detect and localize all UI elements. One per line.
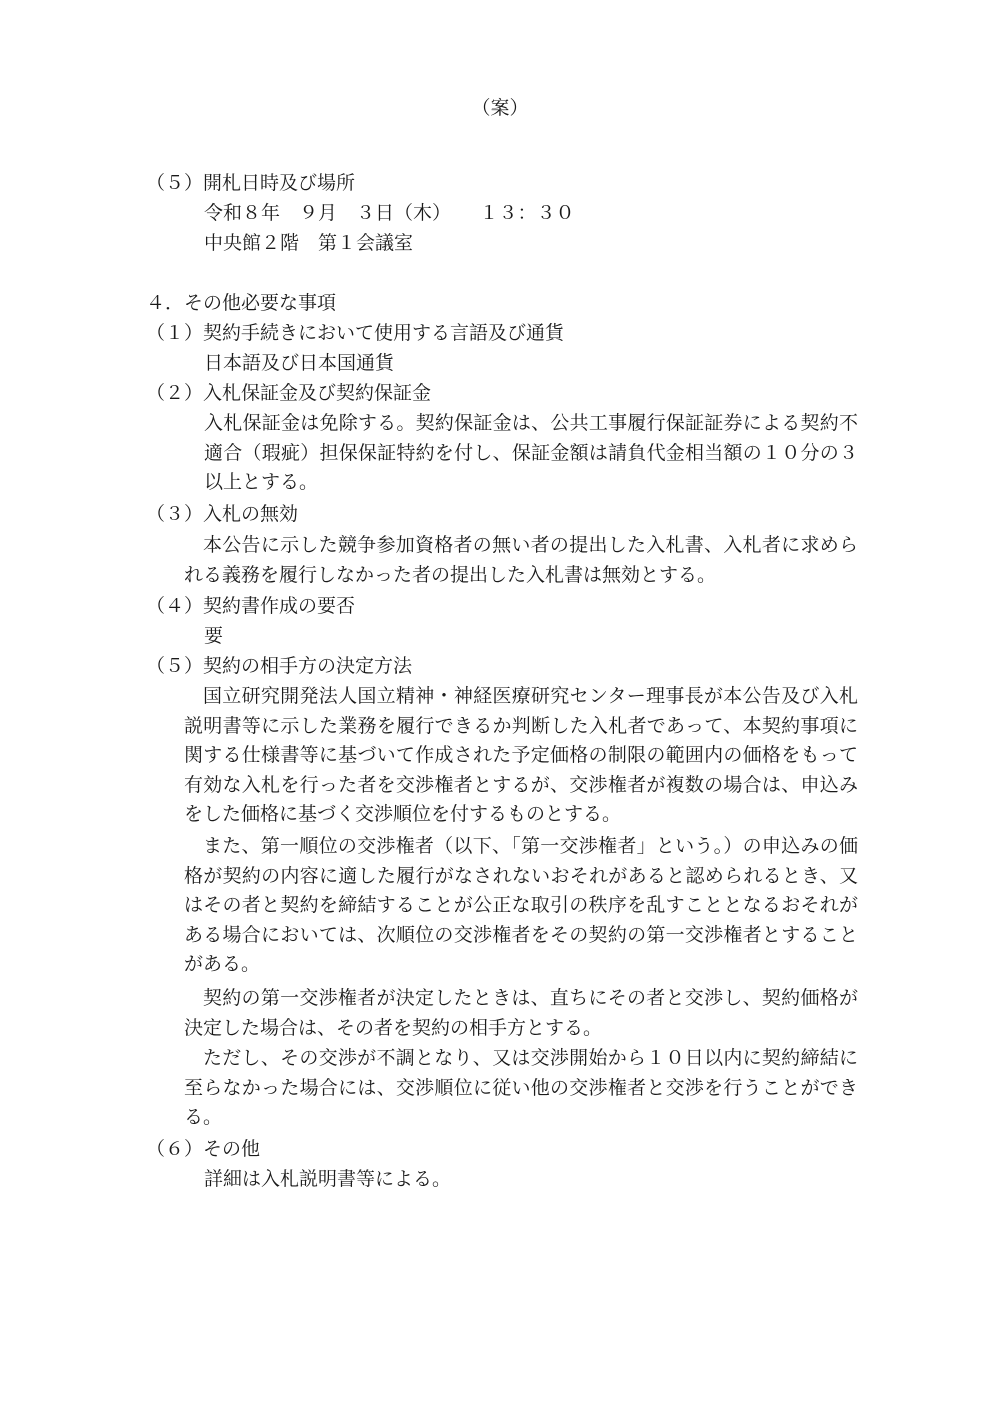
opening-datetime: 令和８年 ９月 ３日（木） １３：３０	[204, 202, 575, 224]
item-6-body: 詳細は入札説明書等による。	[204, 1168, 452, 1190]
item-1-heading: （１）契約手続きにおいて使用する言語及び通貨	[146, 322, 565, 344]
item-4-body: 要	[204, 625, 224, 647]
item-5-paragraph-4: ただし、その交渉が不調となり、又は交渉開始から１０日以内に契約締結に至らなかった場合には、交渉順位に従い他の交渉権者と交渉を行うことができる。	[184, 1047, 858, 1128]
item-2-body: 入札保証金は免除する。契約保証金は、公共工事履行保証証券による契約不適合（瑕疵）担保保証特約を付し、保証金額は請負代金相当額の１０分の３以上とする。	[204, 412, 858, 493]
item-5-paragraph-2: また、第一順位の交渉権者（以下、「第一交渉権者」という。）の申込みの価格が契約の内容に適した履行がなされないおそれがあると認められるとき、又はその者と契約を締結することが公正な取引の秩序を乱すこととなるおそれがある場合においては、次順位の交渉権者をその契約の第一交渉権者とすることがある。	[184, 835, 858, 975]
item-6-heading: （６）その他	[146, 1138, 261, 1160]
section-4-heading: ４．その他必要な事項	[146, 292, 337, 314]
item-5-heading: （５）契約の相手方の決定方法	[146, 655, 413, 677]
document-title: （案）	[471, 97, 529, 119]
item-3-heading: （３）入札の無効	[146, 503, 299, 525]
item-5-paragraph-1: 国立研究開発法人国立精神・神経医療研究センター理事長が本公告及び入札説明書等に示した業務を履行できるか判断した入札者であって、本契約事項に関する仕様書等に基づいて作成された予定価格の制限の範囲内の価格をもって有効な入札を行った者を交渉権者とするが、交渉権者が複数の場合は、申込みをした価格に基づく交渉順位を付するものとする。	[184, 685, 858, 825]
item-1-body: 日本語及び日本国通貨	[204, 352, 395, 374]
item-5-paragraph-3: 契約の第一交渉権者が決定したときは、直ちにその者と交渉し、契約価格が決定した場合は、その者を契約の相手方とする。	[184, 987, 858, 1039]
item-3-body: 本公告に示した競争参加資格者の無い者の提出した入札書、入札者に求められる義務を履行しなかった者の提出した入札書は無効とする。	[184, 534, 858, 586]
item-2-heading: （２）入札保証金及び契約保証金	[146, 382, 432, 404]
opening-place: 中央館２階 第１会議室	[204, 232, 414, 254]
section-heading-kaisatsu: （５）開札日時及び場所	[146, 172, 356, 194]
item-4-heading: （４）契約書作成の要否	[146, 595, 356, 617]
